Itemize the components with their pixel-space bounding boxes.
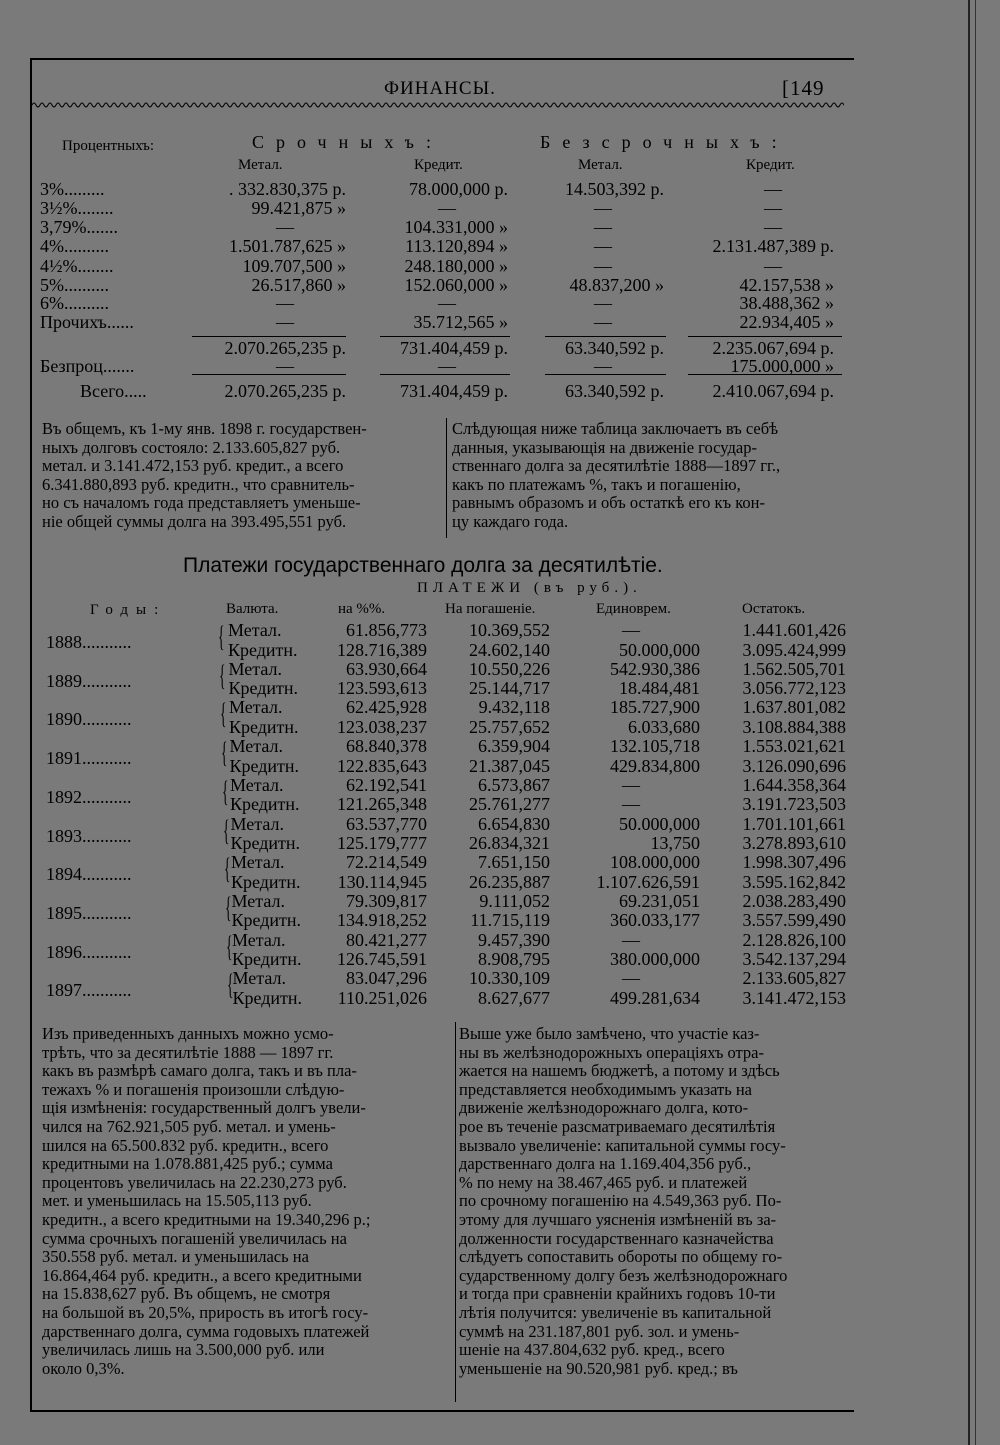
text-line: равнымъ образомъ и объ остаткѣ его къ кон- bbox=[452, 493, 765, 513]
currency-cell: Метал. bbox=[229, 697, 283, 718]
subtotal-cell: 63.340,592 р. bbox=[565, 338, 664, 358]
currency-cell: Метал. bbox=[232, 929, 286, 950]
table-cell: 22.934,405 » bbox=[739, 312, 834, 332]
text-line: вызвало увеличеніе: капитальной суммы госу- bbox=[459, 1135, 786, 1155]
pct-cell: 83.047,296 bbox=[346, 968, 427, 989]
rest-cell: 3.108.884,388 bbox=[742, 716, 846, 737]
pct-cell: 61.856,773 bbox=[346, 620, 427, 640]
subtotal-rule bbox=[192, 336, 346, 337]
total-cell: 2.070.265,235 р. bbox=[224, 381, 346, 401]
text-line: Выше уже было замѣчено, что участіе каз- bbox=[459, 1024, 760, 1043]
table-cell: 38.488,362 » bbox=[739, 293, 834, 313]
table-cell: 35.712,565 » bbox=[413, 312, 508, 332]
text-line: долженности государственнаго казначейства bbox=[459, 1228, 774, 1248]
text-line: но съ началомъ года представляетъ уменьше- bbox=[42, 493, 361, 513]
currency-cell: Кредитн. bbox=[228, 639, 298, 660]
rest-cell: 2.133.605,827 bbox=[742, 968, 846, 989]
brace-glyph: { bbox=[218, 658, 226, 692]
year-label: 1897........... bbox=[46, 980, 132, 1001]
text-line: ны въ желѣзнодорожныхъ операціяхъ отра- bbox=[459, 1042, 765, 1062]
pct-cell: 62.425,928 bbox=[346, 697, 427, 718]
table-cell: — bbox=[764, 198, 782, 218]
text-line: ственнаго долга за десятилѣтіе 1888—1897 гг., bbox=[452, 456, 781, 476]
text-line: этому для лучшаго уясненія измѣненій въ за- bbox=[459, 1209, 777, 1229]
text-line: Въ общемъ, къ 1-му янв. 1898 г. государствен- bbox=[42, 419, 367, 438]
text-line: на 15.838,627 руб. Въ общемъ, не смотря bbox=[42, 1284, 331, 1304]
lump-cell: 108.000,000 bbox=[610, 852, 700, 873]
brace-glyph: { bbox=[226, 968, 234, 1002]
text-line: уменьшеніе на 90.520,981 руб. кред.; въ bbox=[459, 1358, 738, 1378]
table-cell: — bbox=[276, 217, 294, 237]
pct-cell: 68.840,378 bbox=[346, 736, 427, 757]
pct-cell: 121.265,348 bbox=[337, 794, 427, 815]
group-header-urgent: Срочныхъ: bbox=[252, 132, 443, 152]
row-head-label: Процентныхъ: bbox=[62, 138, 155, 154]
text-line: шеніе на 437.804,632 руб. кред., всего bbox=[459, 1340, 725, 1360]
pct-cell: 128.716,389 bbox=[337, 639, 427, 660]
text-line: дарственнаго долга на 1.169.404,356 руб., bbox=[459, 1154, 752, 1174]
repay-cell: 24.602,140 bbox=[469, 639, 550, 660]
table-cell: 152.060,000 » bbox=[404, 275, 508, 295]
paragraph-left-1 bbox=[42, 420, 442, 532]
lump-cell: — bbox=[622, 929, 640, 950]
lump-cell: 360.033,177 bbox=[610, 910, 700, 931]
text-line: 350.558 руб. метал. и уменьшилась на bbox=[42, 1247, 309, 1267]
rest-cell: 1.441.601,426 bbox=[742, 620, 846, 640]
brace-glyph: { bbox=[219, 697, 227, 731]
column-divider-1 bbox=[446, 418, 447, 538]
currency-cell: Кредитн. bbox=[230, 833, 301, 853]
text-line: тежахъ % и погашенія произошли слѣдую- bbox=[42, 1079, 345, 1099]
table-cell: — bbox=[594, 236, 612, 256]
text-line: дарственнаго долга, сумма годовыхъ платежей bbox=[42, 1321, 370, 1341]
row-label: 4%.......... bbox=[40, 236, 109, 256]
repay-cell: 26.235,887 bbox=[469, 871, 550, 892]
pct-cell: 123.038,237 bbox=[337, 716, 427, 737]
currency-cell: Кредитн. bbox=[231, 871, 301, 892]
table-cell: 2.131.487,389 р. bbox=[712, 236, 834, 256]
table-cell: — bbox=[764, 256, 782, 276]
paragraph-left-2 bbox=[42, 1025, 442, 1378]
column-header: Метал. bbox=[238, 157, 283, 173]
repay-cell: 21.387,045 bbox=[469, 755, 550, 776]
currency-cell: Метал. bbox=[228, 620, 282, 640]
text-line: 6.341.880,893 руб. кредитн., что сравнитель- bbox=[42, 474, 355, 494]
row-label: 3½%........ bbox=[40, 198, 114, 218]
year-label: 1895........... bbox=[46, 902, 132, 923]
currency-cell: Кредитн. bbox=[229, 716, 299, 737]
table-cell: 78.000,000 р. bbox=[409, 179, 508, 199]
subtotal-rule bbox=[545, 336, 666, 337]
text-line: кредитными на 1.078.881,425 руб.; сумма bbox=[42, 1154, 333, 1174]
repay-cell: 6.359,904 bbox=[478, 736, 550, 757]
lump-cell: 185.727,900 bbox=[610, 697, 700, 718]
rest-cell: 3.141.472,153 bbox=[742, 987, 846, 1008]
text-line: представляется необходимымъ указать на bbox=[459, 1079, 752, 1099]
text-line: чился на 762.921,505 руб. метал. и умень- bbox=[42, 1116, 336, 1136]
text-line: по срочному погашенію на 4.549,363 руб. По- bbox=[459, 1191, 782, 1211]
brace-glyph: { bbox=[222, 813, 230, 847]
table-cell: — bbox=[438, 356, 456, 376]
table-cell: 99.421,875 » bbox=[251, 198, 346, 218]
currency-cell: Метал. bbox=[230, 813, 284, 834]
pct-cell: 63.537,770 bbox=[346, 813, 427, 834]
header-rest: Остатокъ. bbox=[742, 601, 806, 617]
header-pct: на %%. bbox=[338, 601, 386, 617]
table-cell: — bbox=[438, 293, 456, 313]
rest-cell: 3.542.137,294 bbox=[742, 949, 846, 970]
table-cell: — bbox=[594, 312, 612, 332]
lump-cell: — bbox=[622, 794, 640, 815]
text-line: данныя, указывающія на движеніе государ- bbox=[452, 437, 757, 457]
total-cell: 2.410.067,694 р. bbox=[712, 381, 834, 401]
rest-cell: 3.056.772,123 bbox=[742, 678, 846, 699]
text-line: % по нему на 38.467,465 руб. и платежей bbox=[459, 1172, 748, 1192]
text-line: рое въ теченіе разсматриваемаго десятилѣтія bbox=[459, 1116, 776, 1136]
paragraph-right-2 bbox=[459, 1025, 851, 1378]
year-label: 1893........... bbox=[46, 825, 132, 846]
pct-cell: 126.745,591 bbox=[337, 949, 427, 970]
repay-cell: 10.550,226 bbox=[469, 658, 550, 679]
repay-cell: 25.757,652 bbox=[469, 716, 550, 737]
repay-cell: 10.369,552 bbox=[469, 620, 550, 640]
row-label: Прочихъ...... bbox=[40, 312, 134, 332]
lump-cell: 1.107.626,591 bbox=[596, 871, 700, 892]
repay-cell: 8.627,677 bbox=[478, 987, 550, 1008]
text-line: ніе общей суммы долга на 393.495,551 руб. bbox=[42, 511, 347, 531]
subtotal-cell: 2.070.265,235 р. bbox=[224, 338, 346, 358]
row-label: 4½%........ bbox=[40, 256, 114, 276]
year-label: 1891........... bbox=[46, 748, 132, 769]
page-edge-line bbox=[968, 0, 970, 1445]
repay-cell: 6.654,830 bbox=[478, 813, 550, 834]
lump-cell: — bbox=[622, 774, 640, 795]
rest-cell: 3.095.424,999 bbox=[742, 639, 846, 660]
text-line: цу каждаго года. bbox=[452, 511, 569, 531]
table-cell: — bbox=[276, 356, 294, 376]
lump-cell: — bbox=[622, 968, 640, 989]
header-repay: На погашеніе. bbox=[445, 601, 536, 617]
repay-cell: 8.908,795 bbox=[478, 949, 550, 970]
text-line: какъ въ размѣрѣ самаго долга, такъ и въ пла- bbox=[42, 1061, 357, 1081]
table-cell: — bbox=[594, 198, 612, 218]
table-cell: — bbox=[438, 198, 456, 218]
year-label: 1888........... bbox=[46, 632, 132, 652]
repay-cell: 6.573,867 bbox=[478, 774, 550, 795]
text-line: шился на 65.500.832 руб. кредитн., всего bbox=[42, 1135, 329, 1155]
row-label: 3%......... bbox=[40, 179, 105, 199]
pct-cell: 79.309,817 bbox=[346, 890, 427, 911]
table-cell: 113.120,894 » bbox=[405, 236, 508, 256]
text-line: около 0,3%. bbox=[42, 1358, 125, 1378]
table-cell: — bbox=[276, 312, 294, 332]
lump-cell: 13,750 bbox=[650, 833, 700, 853]
payments-subtitle: ПЛАТЕЖИ (въ руб.). bbox=[417, 580, 642, 596]
repay-cell: 11.715,119 bbox=[470, 910, 550, 931]
total-cell: 63.340,592 р. bbox=[565, 381, 664, 401]
rest-cell: 1.998.307,496 bbox=[742, 852, 846, 873]
text-line: сударственному долгу безъ желѣзнодорожнаго bbox=[459, 1265, 788, 1285]
brace-glyph: { bbox=[225, 929, 233, 963]
year-label: 1889........... bbox=[46, 670, 132, 691]
row-label: 5%.......... bbox=[40, 275, 109, 295]
currency-cell: Метал. bbox=[231, 852, 285, 873]
text-line: жается на нашемъ бюджетѣ, а потому и здѣсь bbox=[459, 1061, 780, 1081]
text-line: метал. и 3.141.472,153 руб. кредит., а всего bbox=[42, 456, 344, 476]
table-cell: 175.000,000 » bbox=[730, 356, 834, 376]
currency-cell: Кредитн. bbox=[231, 910, 302, 931]
rest-cell: 1.644.358,364 bbox=[742, 774, 846, 795]
row-label: 3,79%....... bbox=[40, 217, 118, 237]
pct-cell: 130.114,945 bbox=[337, 871, 427, 892]
brace-glyph: { bbox=[221, 774, 229, 808]
pct-cell: 80.421,277 bbox=[346, 929, 427, 950]
text-line: ныхъ долговъ состояло: 2.133.605,827 руб. bbox=[42, 437, 341, 457]
total-cell: 731.404,459 р. bbox=[400, 381, 508, 401]
table-cell: — bbox=[594, 256, 612, 276]
repay-cell: 25.144,717 bbox=[469, 678, 550, 699]
rest-cell: 3.278.893,610 bbox=[742, 833, 846, 853]
lump-cell: — bbox=[622, 620, 640, 640]
lump-cell: 499.281,634 bbox=[610, 987, 700, 1008]
table-cell: 104.331,000 » bbox=[404, 217, 508, 237]
currency-cell: Кредитн. bbox=[232, 949, 302, 970]
rest-cell: 3.191.723,503 bbox=[742, 794, 846, 815]
lump-cell: 18.484,481 bbox=[619, 678, 700, 699]
rest-cell: 2.038.283,490 bbox=[742, 890, 846, 911]
header-lump: Единоврем. bbox=[596, 601, 671, 617]
rest-cell: 2.128.826,100 bbox=[742, 929, 846, 950]
currency-cell: Кредитн. bbox=[232, 987, 303, 1008]
table-cell: 26.517,860 » bbox=[251, 275, 346, 295]
brace-glyph: { bbox=[220, 736, 228, 770]
rest-cell: 3.595.162,842 bbox=[742, 871, 846, 892]
text-line: 16.864,464 руб. кредитн., а всего кредитными bbox=[42, 1265, 362, 1285]
repay-cell: 9.432,118 bbox=[478, 697, 550, 718]
table-cell: 48.837,200 » bbox=[569, 275, 664, 295]
rest-cell: 1.553.021,621 bbox=[742, 736, 846, 757]
rest-cell: 1.637.801,082 bbox=[742, 697, 846, 718]
pct-cell: 63.930,664 bbox=[346, 658, 427, 679]
text-line: процентовъ увеличилась на 22.230,273 руб. bbox=[42, 1172, 347, 1192]
text-line: щія измѣненія: государственный долгъ увели- bbox=[42, 1098, 366, 1118]
paragraph-right-1 bbox=[452, 420, 846, 532]
table-cell: — bbox=[594, 293, 612, 313]
text-line: суммѣ на 231.187,801 руб. зол. и умень- bbox=[459, 1321, 740, 1341]
brace-glyph: { bbox=[224, 890, 232, 924]
year-label: 1890........... bbox=[46, 709, 132, 730]
header-years: Годы: bbox=[90, 602, 167, 618]
subtotal-cell: 731.404,459 р. bbox=[400, 338, 508, 358]
year-label: 1892........... bbox=[46, 786, 132, 807]
pct-cell: 62.192,541 bbox=[346, 774, 427, 795]
table-cell: 109.707,500 » bbox=[242, 256, 346, 276]
subtotal-cell: 2.235.067,694 р. bbox=[712, 338, 834, 358]
table-cell: — bbox=[594, 356, 612, 376]
currency-cell: Метал. bbox=[231, 890, 285, 911]
text-line: сумма срочныхъ погашеній увеличилась на bbox=[42, 1228, 347, 1248]
page-header-title: ФИНАНСЫ. bbox=[384, 78, 496, 99]
text-line: мет. и уменьшилась на 15.505,113 руб. bbox=[42, 1191, 312, 1211]
table-cell: 248.180,000 » bbox=[404, 256, 508, 276]
wavy-rule bbox=[32, 100, 844, 110]
rest-cell: 3.126.090,696 bbox=[742, 755, 846, 776]
currency-cell: Кредитн. bbox=[228, 678, 299, 699]
text-line: лѣтія получится: увеличеніе въ капитальной bbox=[459, 1302, 772, 1322]
row-label: 6%.......... bbox=[40, 293, 109, 313]
header-currency: Валюта. bbox=[226, 601, 279, 617]
lump-cell: 132.105,718 bbox=[610, 736, 700, 757]
text-line: какъ по платежамъ %, такъ и погашенію, bbox=[452, 474, 741, 494]
group-header-perpetual: Безсрочныхъ: bbox=[540, 132, 789, 152]
repay-cell: 7.651,150 bbox=[478, 852, 550, 873]
pct-cell: 110.251,026 bbox=[337, 987, 427, 1008]
text-line: и тогда при сравненіи крайнихъ годовъ 10-ти bbox=[459, 1284, 776, 1304]
currency-cell: Кредитн. bbox=[230, 794, 300, 815]
column-divider-2 bbox=[455, 1022, 456, 1402]
currency-cell: Метал. bbox=[230, 774, 284, 795]
repay-cell: 26.834,321 bbox=[469, 833, 550, 853]
pct-cell: 122.835,643 bbox=[337, 755, 427, 776]
rest-cell: 1.701.101,661 bbox=[742, 813, 846, 834]
table-cell: — bbox=[764, 179, 782, 199]
pct-cell: 125.179,777 bbox=[337, 833, 427, 853]
rest-cell: 1.562.505,701 bbox=[742, 658, 846, 679]
table-cell: — bbox=[594, 217, 612, 237]
text-line: трѣть, что за десятилѣтіе 1888 — 1897 гг. bbox=[42, 1042, 334, 1062]
repay-cell: 9.111,052 bbox=[479, 890, 550, 911]
column-header: Метал. bbox=[578, 157, 623, 173]
column-header: Кредит. bbox=[414, 157, 463, 173]
repay-cell: 10.330,109 bbox=[469, 968, 550, 989]
lump-cell: 6.033,680 bbox=[628, 716, 700, 737]
page-number: [149 bbox=[782, 76, 825, 100]
total-rule bbox=[192, 374, 346, 375]
text-line: слѣдуетъ сопоставить обороты по общему го- bbox=[459, 1247, 783, 1267]
payments-title: Платежи государственнаго долга за десятилѣтіе. bbox=[183, 554, 663, 577]
brace-glyph: { bbox=[217, 620, 225, 653]
text-line: движеніе желѣзнодорожнаго долга, кото- bbox=[459, 1098, 749, 1118]
subtotal-rule bbox=[380, 336, 510, 337]
currency-cell: Метал. bbox=[228, 658, 282, 679]
table-cell: 14.503,392 р. bbox=[565, 179, 664, 199]
repay-cell: 25.761,277 bbox=[469, 794, 550, 815]
lump-cell: 542.930,386 bbox=[610, 658, 700, 679]
pct-cell: 134.918,252 bbox=[337, 910, 427, 931]
rest-cell: 3.557.599,490 bbox=[742, 910, 846, 931]
year-label: 1894........... bbox=[46, 864, 132, 885]
table-cell: . 332.830,375 р. bbox=[229, 179, 346, 199]
table-cell: 1.501.787,625 » bbox=[229, 236, 346, 256]
text-line: Слѣдующая ниже таблица заключаетъ въ себѣ bbox=[452, 419, 779, 438]
currency-cell: Метал. bbox=[232, 968, 286, 989]
page-edge-line-2 bbox=[975, 0, 976, 1445]
text-line: на большой въ 20,5%, прирость въ итогѣ госу- bbox=[42, 1302, 369, 1322]
pct-cell: 72.214,549 bbox=[346, 852, 427, 873]
text-line: кредитн., а всего кредитными на 19.340,296 р.; bbox=[42, 1209, 371, 1229]
currency-cell: Метал. bbox=[229, 736, 283, 757]
column-header: Кредит. bbox=[746, 157, 795, 173]
currency-cell: Кредитн. bbox=[229, 755, 300, 776]
text-line: Изъ приведенныхъ данныхъ можно усмо- bbox=[42, 1024, 334, 1043]
lump-cell: 50.000,000 bbox=[619, 639, 700, 660]
table-cell: — bbox=[276, 293, 294, 313]
table-cell: — bbox=[764, 217, 782, 237]
table-cell: 42.157,538 » bbox=[739, 275, 834, 295]
pct-cell: 123.593,613 bbox=[337, 678, 427, 699]
row-label: Всего..... bbox=[80, 381, 147, 401]
year-label: 1896........... bbox=[46, 941, 132, 962]
lump-cell: 69.231,051 bbox=[619, 890, 700, 911]
repay-cell: 9.457,390 bbox=[478, 929, 550, 950]
lump-cell: 50.000,000 bbox=[619, 813, 700, 834]
text-line: увеличилась лишь на 3.500,000 руб. или bbox=[42, 1340, 325, 1360]
subtotal-rule bbox=[688, 336, 842, 337]
row-label: Безпроц....... bbox=[40, 356, 135, 376]
lump-cell: 429.834,800 bbox=[610, 755, 700, 776]
lump-cell: 380.000,000 bbox=[610, 949, 700, 970]
brace-glyph: { bbox=[223, 852, 231, 886]
